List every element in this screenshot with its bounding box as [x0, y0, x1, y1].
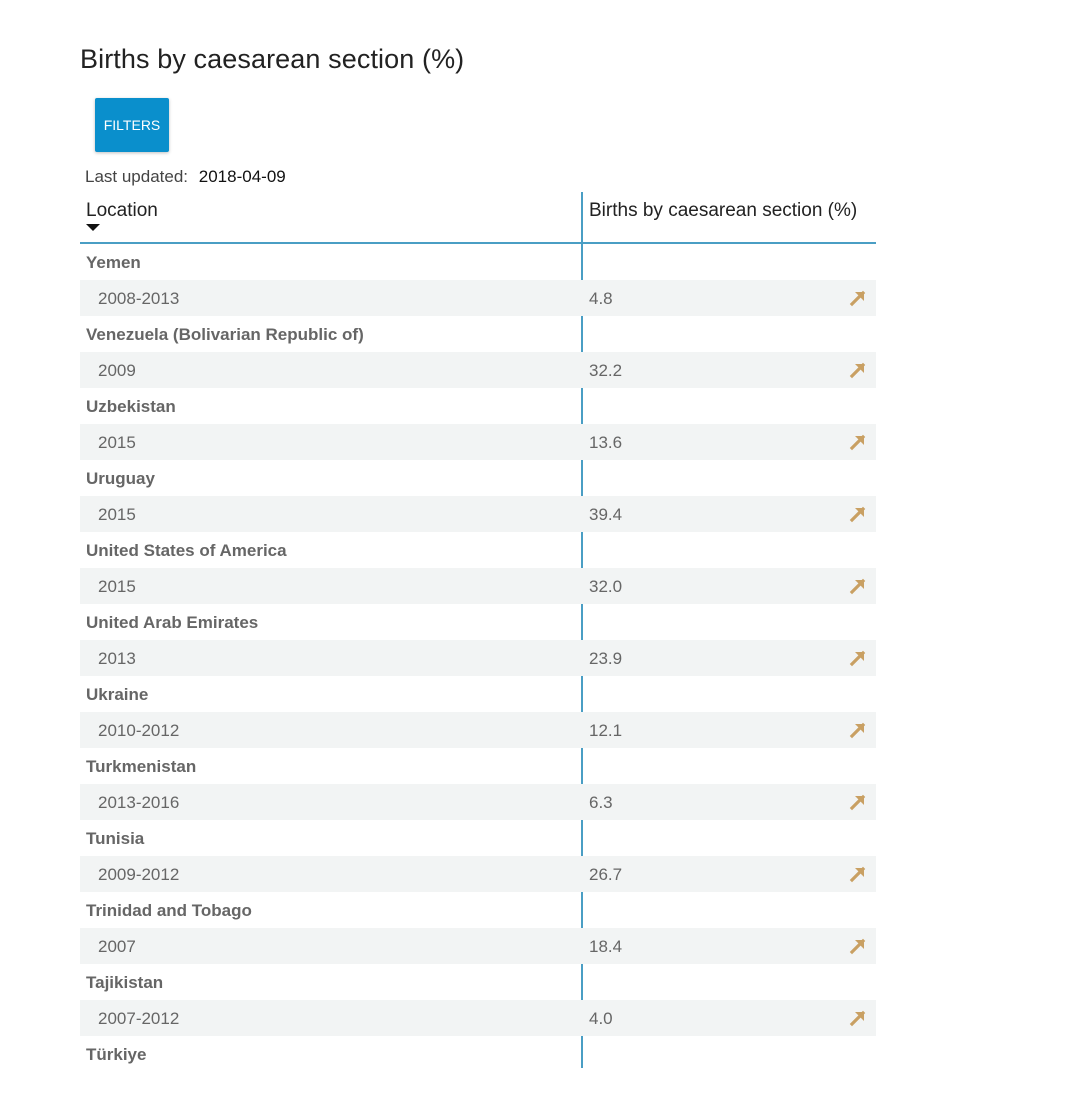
value-cell: 12.1 — [589, 721, 623, 740]
period-cell: 2007-2012 — [98, 1009, 180, 1028]
location-group-row — [80, 748, 876, 784]
location-name: Uzbekistan — [86, 397, 176, 416]
location-group-row — [80, 244, 876, 280]
location-name: United Arab Emirates — [86, 613, 259, 632]
arrow-up-right-icon[interactable] — [848, 432, 868, 452]
last-updated-label: Last updated: — [85, 167, 189, 186]
table-row[interactable] — [80, 1000, 876, 1036]
page-title: Births by caesarean section (%) — [80, 44, 465, 74]
arrow-up-right-icon[interactable] — [848, 576, 868, 596]
location-group-row — [80, 1036, 876, 1072]
location-name: Tunisia — [86, 829, 145, 848]
table-row[interactable] — [80, 928, 876, 964]
value-cell: 13.6 — [589, 433, 623, 452]
period-cell: 2015 — [98, 577, 136, 596]
value-cell: 26.7 — [589, 865, 623, 884]
location-name: Trinidad and Tobago — [86, 901, 252, 920]
arrow-up-right-icon[interactable] — [848, 288, 868, 308]
arrow-up-right-icon[interactable] — [848, 936, 868, 956]
location-name: Venezuela (Bolivarian Republic of) — [86, 325, 364, 344]
table-row[interactable] — [80, 352, 876, 388]
arrow-up-right-icon[interactable] — [848, 1008, 868, 1028]
table-row[interactable] — [80, 640, 876, 676]
period-cell: 2013 — [98, 649, 136, 668]
last-updated-value: 2018-04-09 — [198, 167, 286, 186]
location-group-row — [80, 460, 876, 496]
table-header — [80, 192, 876, 244]
column-header-value: Births by caesarean section (%) — [589, 200, 858, 221]
arrow-up-right-icon[interactable] — [848, 648, 868, 668]
table-row[interactable] — [80, 784, 876, 820]
arrow-up-right-icon[interactable] — [848, 720, 868, 740]
value-cell: 4.0 — [589, 1009, 613, 1028]
table-row[interactable] — [80, 496, 876, 532]
table-row[interactable] — [80, 280, 876, 316]
period-cell: 2015 — [98, 505, 136, 524]
filters-button[interactable]: FILTERS — [95, 98, 169, 152]
table-row[interactable] — [80, 424, 876, 460]
value-cell: 18.4 — [589, 937, 623, 956]
location-group-row — [80, 532, 876, 568]
arrow-up-right-icon[interactable] — [848, 864, 868, 884]
sort-descending-icon[interactable] — [86, 224, 100, 231]
table-row[interactable] — [80, 712, 876, 748]
location-group-row — [80, 820, 876, 856]
value-cell: 32.2 — [589, 361, 623, 380]
period-cell: 2013-2016 — [98, 793, 180, 812]
table-row[interactable] — [80, 856, 876, 892]
location-name: Ukraine — [86, 685, 149, 704]
last-updated — [85, 167, 286, 187]
period-cell: 2009-2012 — [98, 865, 180, 884]
location-group-row — [80, 604, 876, 640]
period-cell: 2009 — [98, 361, 136, 380]
value-cell: 39.4 — [589, 505, 623, 524]
location-name: Tajikistan — [86, 973, 164, 992]
location-name: Türkiye — [86, 1045, 147, 1064]
location-name: Yemen — [86, 253, 141, 272]
location-group-row — [80, 388, 876, 424]
arrow-up-right-icon[interactable] — [848, 504, 868, 524]
location-name: Turkmenistan — [86, 757, 197, 776]
data-table — [80, 192, 876, 1072]
location-group-row — [80, 676, 876, 712]
arrow-up-right-icon[interactable] — [848, 792, 868, 812]
period-cell: 2007 — [98, 937, 136, 956]
period-cell: 2008-2013 — [98, 289, 180, 308]
period-cell: 2015 — [98, 433, 136, 452]
period-cell: 2010-2012 — [98, 721, 180, 740]
value-cell: 6.3 — [589, 793, 613, 812]
column-header-location[interactable]: Location — [86, 200, 158, 221]
location-group-row — [80, 892, 876, 928]
arrow-up-right-icon[interactable] — [848, 360, 868, 380]
value-cell: 23.9 — [589, 649, 623, 668]
value-cell: 32.0 — [589, 577, 623, 596]
location-group-row — [80, 964, 876, 1000]
location-group-row — [80, 316, 876, 352]
table-row[interactable] — [80, 568, 876, 604]
value-cell: 4.8 — [589, 289, 613, 308]
location-name: Uruguay — [86, 469, 155, 488]
table-body — [80, 244, 876, 1072]
location-name: United States of America — [86, 541, 287, 560]
